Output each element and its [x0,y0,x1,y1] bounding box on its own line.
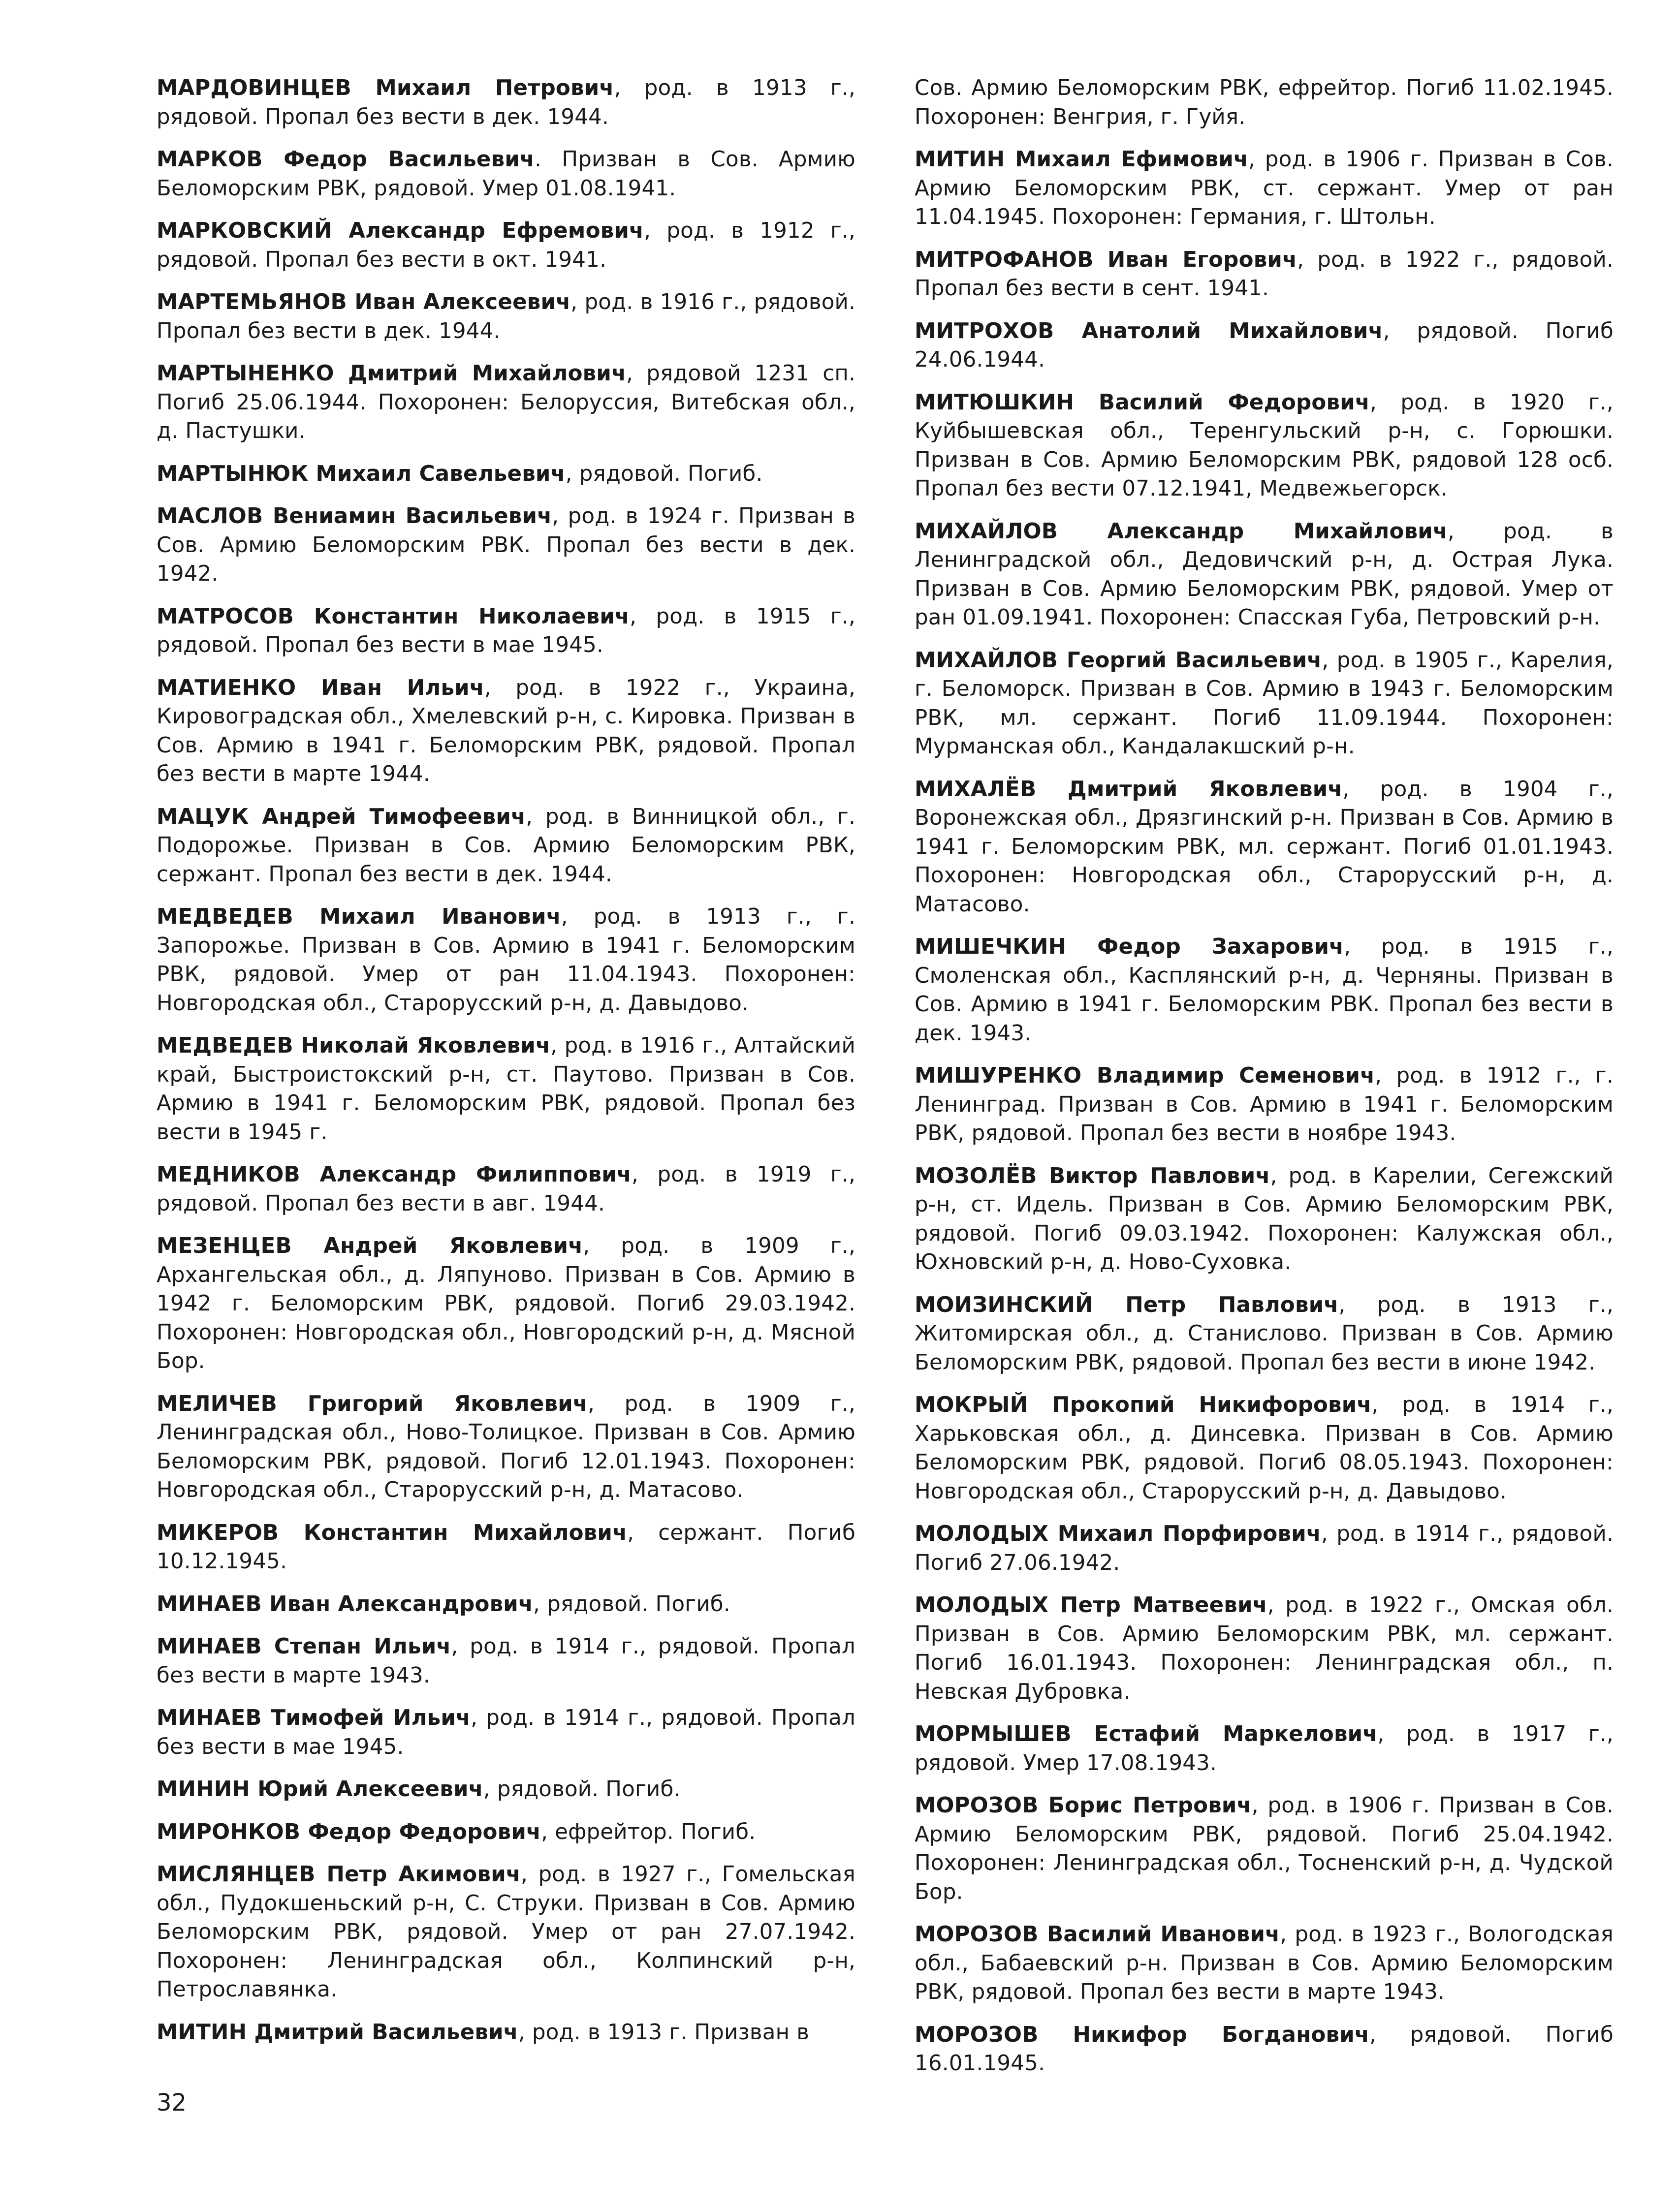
entry-name: МОЗОЛЁВ Виктор Павлович [915,1163,1270,1188]
entry-text: , род. в 1906 г. Призван в Сов. Армию Беломорским РВК, рядовой. Погиб 25.04.1942. Похоронен: Ленинградская обл., Тосненский р-н, д. Чудской Бор. [915,1793,1614,1904]
entry-name: МИХАЛЁВ Дмитрий Яковлевич [915,777,1343,802]
entry-name: МИТИН Михаил Ефимович [915,147,1249,172]
entry-name: МЕДВЕДЕВ Михаил Иванович [157,904,561,929]
entry-name: МОКРЫЙ Прокопий Никифорович [915,1393,1372,1417]
entry-text: , рядовой. Погиб. [565,461,763,486]
entry-text: , род. в 1927 г., Гомельская обл., Пудокшеньский р-н, С. Струки. Призван в Сов. Армию Беломорским РВК, рядовой. Умер от ран 27.07.1942. Похоронен: Ленинградская обл., Колпинский р-н, Петрославянка. [157,1862,855,2002]
entry-text: , рядовой. Погиб. [533,1591,730,1617]
entry-name: МЕДНИКОВ Александр Филиппович [157,1162,632,1187]
entry-text: , род. в 1916 г., рядовой. Пропал без вести в дек. 1944. [157,290,855,343]
entry [915,317,1614,374]
entry-text: , род. в 1909 г., Ленинградская обл., Ново-Толицкое. Призван в Сов. Армию Беломорским РВК, рядовой. Погиб 12.01.1943. Похоронен: Новгородская обл., Старорусский р-н, д. Матасово. [157,1391,855,1502]
entry [157,2018,855,2047]
left-column [157,74,855,2060]
entry-name: МОРОЗОВ Никифор Богданович [915,2022,1370,2047]
entry-name: МАРТЫНЮК Михаил Савельевич [157,461,566,486]
entry-text: , род. в 1915 г., рядовой. Пропал без вести в мае 1945. [157,604,855,657]
entry-text: , род. в 1905 г., Карелия, г. Беломорск. Призван в Сов. Армию в 1943 г. Беломорским РВК, мл. сержант. Погиб 11.09.1944. Похоронен: Мурманская обл., Кандалакшский р-н. [915,648,1614,759]
entry-name: МОРМЫШЕВ Естафий Маркелович [915,1722,1378,1746]
entry-name: МАРТЫНЕНКО Дмитрий Михайлович [157,361,627,386]
entry-text: , рядовой. Погиб. [483,1777,681,1802]
entry-text: , род. в Винницкой обл., г. Подорожье. Призван в Сов. Армию Беломорским РВК, сержант. Пропал без вести в дек. 1944. [157,804,855,887]
entry [915,1720,1614,1777]
entry-name: МАРТЕМЬЯНОВ Иван Алексеевич [157,290,571,314]
entry [915,775,1614,919]
page-number: 32 [157,2089,187,2117]
entry [915,388,1614,503]
entry-name: МОРОЗОВ Василий Иванович [915,1922,1280,1947]
entry [915,246,1614,303]
entry [157,460,855,489]
entry-name: МИНАЕВ Тимофей Ильич [157,1706,471,1730]
entry [157,1590,855,1619]
entry-name: МИРОНКОВ Федор Федорович [157,1819,541,1844]
entry-name: МИНАЕВ Степан Ильич [157,1634,451,1659]
entry-name: МОРОЗОВ Борис Петрович [915,1793,1252,1818]
entry-text: , род. в 1919 г., рядовой. Пропал без вести в авг. 1944. [157,1162,855,1216]
entry [157,903,855,1018]
entry-name: МАРДОВИНЦЕВ Михаил Петрович [157,76,614,100]
entry-name: МИШУРЕНКО Владимир Семенович [915,1063,1375,1088]
entry-name: МИХАЙЛОВ Александр Михайлович [915,519,1448,544]
entry-text: , род. в 1912 г., рядовой. Пропал без вести в окт. 1941. [157,218,855,272]
entry-text: , сержант. Погиб 10.12.1945. [157,1520,856,1574]
entry [915,517,1614,632]
entry-name: МИХАЙЛОВ Георгий Васильевич [915,648,1322,673]
entry [915,1791,1614,1906]
entry-text: , ефрейтор. Погиб. [541,1819,756,1844]
entry-name: МИТИН Дмитрий Васильевич [157,2020,518,2045]
entry-text: , род. в 1914 г., Харьковская обл., д. Динсевка. Призван в Сов. Армию Беломорским РВК, рядовой. Погиб 08.05.1943. Похоронен: Новгородская обл., Старорусский р-н, д. Давыдово. [915,1393,1614,1504]
entry-name: МАРКОВСКИЙ Александр Ефремович [157,218,644,243]
entry [915,1920,1614,2007]
entry-name: МЕЗЕНЦЕВ Андрей Яковлевич [157,1234,583,1258]
entry [157,1031,855,1147]
entry-text: , род. в 1922 г., Украина, Кировоградская обл., Хмелевский р-н, с. Кировка. Призван в Сов. Армию в 1941 г. Беломорским РВК, рядовой. Пропал без вести в марте 1944. [157,675,856,786]
entry [915,145,1614,232]
entry-name: МОЛОДЫХ Михаил Порфирович [915,1522,1321,1546]
entry-text: , род. в 1915 г., Смоленская обл., Касплянский р-н, д. Черняны. Призван в Сов. Армию в 1941 г. Беломорским РВК. Пропал без вести в дек. 1943. [915,935,1614,1046]
entry [157,674,855,789]
entry-name: МАРКОВ Федор Васильевич [157,147,535,172]
entry-text: , род. в 1922 г., рядовой. Пропал без вести в сент. 1941. [915,247,1614,301]
entry [157,1775,855,1804]
entry-text: . Призван в Сов. Армию Беломорским РВК, рядовой. Умер 01.08.1941. [157,147,855,201]
entry-name: МИШЕЧКИН Федор Захарович [915,935,1344,959]
right-column [915,74,1614,2092]
entry-text: , род. в 1913 г., рядовой. Пропал без вести в дек. 1944. [157,76,855,129]
entry-text: , род. в 1906 г. Призван в Сов. Армию Беломорским РВК, ст. сержант. Умер от ран 11.04.1945. Похоронен: Германия, г. Штольн. [915,147,1614,229]
entry-text: , род. в 1920 г., Куйбышевская обл., Теренгульский р-н, с. Горюшки. Призван в Сов. Армию Беломорским РВК, рядовой 128 осб. Пропал без вести 07.12.1941, Медвежьегорск. [915,390,1614,501]
entry [915,1291,1614,1377]
entry-text: , род. в 1909 г., Архангельская обл., д. Ляпуново. Призван в Сов. Армию в 1942 г. Беломорским РВК, рядовой. Погиб 29.03.1942. Похоронен: Новгородская обл., Новгородский р-н, д. Мясной Бор. [157,1234,855,1373]
entry [157,1390,855,1505]
entry [157,1232,855,1376]
entry-text: , род. в 1904 г., Воронежская обл., Дрязгинский р-н. Призван в Сов. Армию в 1941 г. Беломорским РВК, мл. сержант. Погиб 01.01.1943. Похоронен: Новгородская обл., Старорусский р-н, д. Матасово. [915,777,1614,917]
entry [157,288,855,345]
entry-name: МАТИЕНКО Иван Ильич [157,675,484,700]
entry-name: МЕЛИЧЕВ Григорий Яковлевич [157,1391,588,1416]
entry [157,1860,855,2004]
entry-name: МИНИН Юрий Алексеевич [157,1777,483,1802]
entry [157,145,855,203]
entry [915,1520,1614,1577]
entry [915,1061,1614,1148]
entry [157,803,855,889]
entry-text: , род. в 1917 г., рядовой. Умер 17.08.1943. [915,1722,1614,1776]
entry [915,933,1614,1048]
entry-text: , рядовой. Погиб 16.01.1945. [915,2022,1614,2076]
entry [157,217,855,274]
entry [157,602,855,660]
entry-text: , род. в 1914 г., рядовой. Пропал без вести в марте 1943. [157,1634,855,1688]
entry-name: МИНАЕВ Иван Александрович [157,1591,534,1617]
entry [915,1391,1614,1506]
entry [157,1160,855,1218]
entry-text: , род. в 1912 г., г. Ленинград. Призван в Сов. Армию в 1941 г. Беломорским РВК, рядовой. Пропал без вести в ноябре 1943. [915,1063,1614,1146]
entry [915,1591,1614,1706]
entry-text: , род. в 1923 г., Вологодская обл., Бабаевский р-н. Призван в Сов. Армию Беломорским РВК, рядовой. Пропал без вести в марте 1943. [915,1922,1614,2004]
entry-text: , род. в 1914 г., рядовой. Пропал без вести в мае 1945. [157,1706,855,1759]
entry-text: , род. в 1913 г., Житомирская обл., д. Станислово. Призван в Сов. Армию Беломорским РВК, рядовой. Пропал без вести в июне 1942. [915,1292,1614,1375]
entry [915,1162,1614,1277]
entry-text: , род. в 1922 г., Омская обл. Призван в Сов. Армию Беломорским РВК, мл. сержант. Погиб 16.01.1943. Похоронен: Ленинградская обл., п. Невская Дубровка. [915,1593,1614,1704]
entry-text: , род. в 1913 г. Призван в [518,2020,810,2045]
entry-name: МАСЛОВ Вениамин Васильевич [157,504,552,529]
entry [157,1704,855,1761]
entry [157,74,855,131]
entry-name: МАЦУК Андрей Тимофеевич [157,804,526,829]
entry [915,2021,1614,2078]
entry [157,1632,855,1690]
entry-name: МОЛОДЫХ Петр Матвеевич [915,1593,1267,1618]
entry [157,502,855,589]
entry-name: МЕДВЕДЕВ Николай Яковлевич [157,1033,551,1058]
entry-text: , рядовой. Погиб 24.06.1944. [915,318,1614,372]
entry-text: , род. в 1914 г., рядовой. Погиб 27.06.1942. [915,1522,1614,1575]
entry-name: МИТРОХОВ Анатолий Михайлович [915,318,1383,343]
entry-text: , род. в Ленинградской обл., Дедовичский р-н, д. Острая Лука. Призван в Сов. Армию Беломорским РВК, рядовой. Умер от ран 01.09.1941. Похоронен: Спасская Губа, Петровский р-н. [915,519,1614,630]
entry [157,1519,855,1576]
entry-text: , род. в 1916 г., Алтайский край, Быстроистокский р-н, ст. Паутово. Призван в Сов. Армию в 1941 г. Беломорским РВК, рядовой. Пропал без вести в 1945 г. [157,1033,856,1145]
entry-text: , род. в 1924 г. Призван в Сов. Армию Беломорским РВК. Пропал без вести в дек. 1942. [157,504,855,586]
entry-name: МИТЮШКИН Василий Федорович [915,390,1370,415]
entry [157,1818,855,1847]
entry-name: МИСЛЯНЦЕВ Петр Акимович [157,1862,521,1887]
entry-text: Сов. Армию Беломорским РВК, ефрейтор. Погиб 11.02.1945. Похоронен: Венгрия, г. Гуйя. [915,76,1614,129]
entry [915,74,1614,131]
entry-text: , род. в Карелии, Сегежский р-н, ст. Идель. Призван в Сов. Армию Беломорским РВК, рядовой. Погиб 09.03.1942. Похоронен: Калужская обл., Юхновский р-н, д. Ново-Суховка. [915,1163,1614,1275]
entry-name: МИКЕРОВ Константин Михайлович [157,1520,628,1545]
entry-text: , рядовой 1231 сп. Погиб 25.06.1944. Похоронен: Белоруссия, Витебская обл., д. Пастушки. [157,361,855,443]
entry-name: МАТРОСОВ Константин Николаевич [157,604,630,629]
entry-name: МИТРОФАНОВ Иван Егорович [915,247,1297,272]
entry-name: МОИЗИНСКИЙ Петр Павлович [915,1292,1339,1317]
entry [915,646,1614,761]
entry [157,359,855,446]
entry-text: , род. в 1913 г., г. Запорожье. Призван в Сов. Армию в 1941 г. Беломорским РВК, рядовой. Умер от ран 11.04.1943. Похоронен: Новгородская обл., Старорусский р-н, д. Давыдово. [157,904,855,1016]
